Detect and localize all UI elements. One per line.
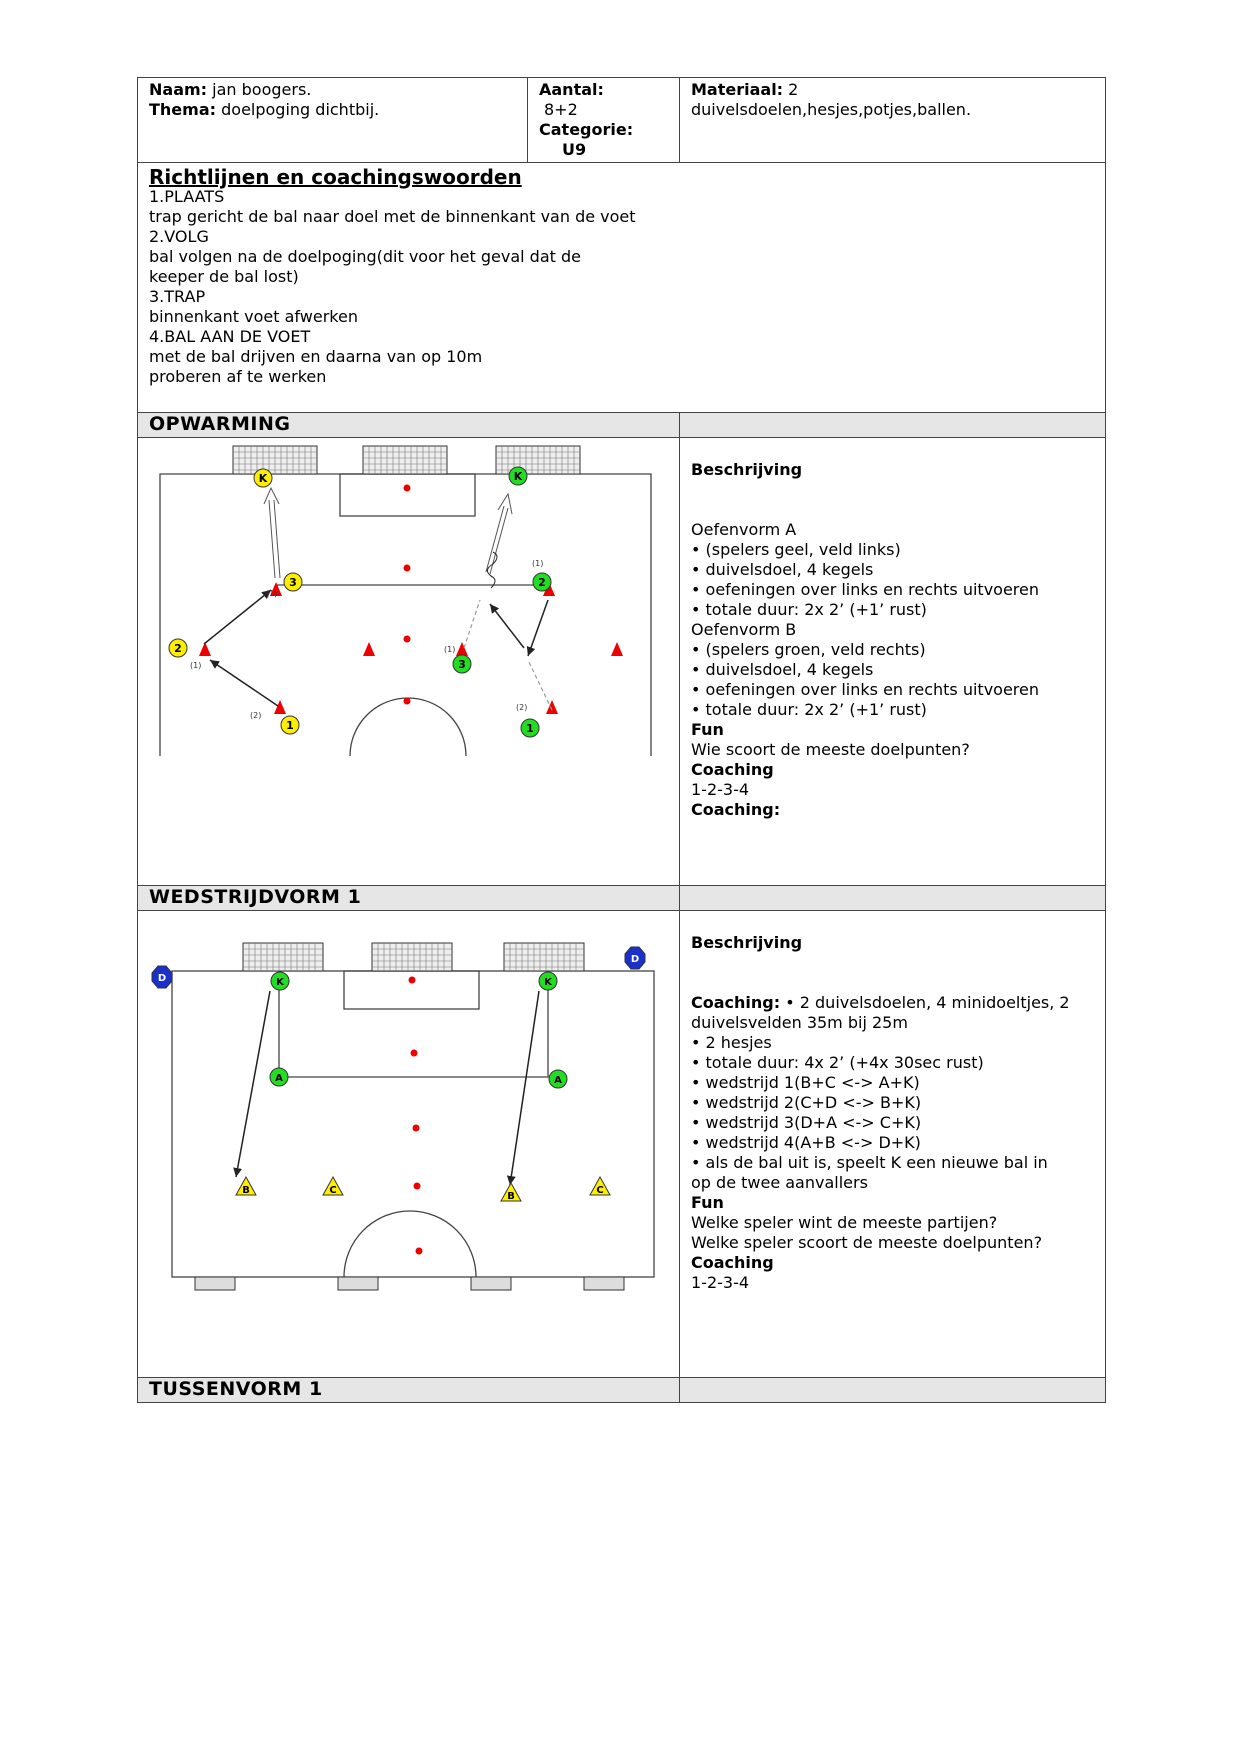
svg-text:3: 3 <box>458 658 466 671</box>
svg-text:(1): (1) <box>190 661 202 670</box>
opwarming-line: • totale duur: 2x 2’ (+1’ rust) <box>691 600 927 619</box>
svg-text:(1): (1) <box>266 589 278 598</box>
wedstrijdvorm-line: • wedstrijd 2(C+D <-> B+K) <box>691 1093 922 1112</box>
svg-text:C: C <box>596 1185 604 1196</box>
run-arrows <box>464 600 552 710</box>
categorie-label: Categorie: <box>539 120 634 139</box>
materiaal-label: Materiaal: <box>691 80 784 99</box>
richtlijn-line: proberen af te werken <box>149 367 327 386</box>
materiaal-cell <box>680 78 1106 163</box>
opwarming-row <box>138 438 1106 886</box>
field-outline <box>172 971 654 1277</box>
svg-text:1: 1 <box>526 722 534 735</box>
wedstrijdvorm-row <box>138 911 1106 1378</box>
naam-value: jan boogers. <box>207 80 312 99</box>
tussenvorm-title: TUSSENVORM 1 <box>149 1378 323 1400</box>
richtlijnen-title: Richtlijnen en coachingswoorden <box>149 165 522 189</box>
wedstrijdvorm-line: • 2 hesjes <box>691 1033 772 1052</box>
aantal-label: Aantal: <box>539 80 604 99</box>
opwarming-line: • duivelsdoel, 4 kegels <box>691 660 874 679</box>
wedstrijdvorm-fun-line: Welke speler wint de meeste partijen? <box>691 1213 998 1232</box>
opwarming-diagram-cell <box>138 438 680 886</box>
opwarming-header-row <box>138 413 1106 438</box>
field-dots <box>404 485 411 705</box>
opwarming-line: • totale duur: 2x 2’ (+1’ rust) <box>691 700 927 719</box>
penalty-box <box>340 474 475 516</box>
step-label <box>190 559 543 720</box>
wedstrijdvorm-coaching-text: 1-2-3-4 <box>691 1273 750 1292</box>
wedstrijdvorm-fun-line: Welke speler scoort de meeste doelpunten? <box>691 1233 1043 1252</box>
svg-text:B: B <box>507 1191 515 1202</box>
svg-text:K: K <box>513 470 523 483</box>
opwarming-beschrijving: Beschrijving <box>691 460 803 479</box>
opwarming-text-cell <box>680 438 1106 886</box>
opwarming-line: • (spelers geel, veld links) <box>691 540 901 559</box>
wedstrijdvorm-fun-label: Fun <box>691 1193 724 1212</box>
wedstrijdvorm-header-row <box>138 886 1106 911</box>
richtlijn-line: 1.PLAATS <box>149 187 225 206</box>
opwarming-coaching-label: Coaching <box>691 760 774 779</box>
svg-text:D: D <box>630 954 640 965</box>
wedstrijdvorm-coaching-label-2: Coaching <box>691 1253 774 1272</box>
wedstrijdvorm-line: • als de bal uit is, speelt K een nieuwe bal in <box>691 1153 1048 1172</box>
player-icon <box>152 947 645 1201</box>
pass-arrows <box>204 590 548 706</box>
naam-label: Naam: <box>149 80 208 99</box>
tussenvorm-header-row <box>138 1378 1106 1403</box>
wedstrijdvorm-coaching-first: • 2 duivelsdoelen, 4 minidoeltjes, 2 <box>780 993 1070 1012</box>
center-circle <box>350 698 466 756</box>
field-dots <box>409 977 423 1255</box>
svg-text:K: K <box>258 472 268 485</box>
opwarming-coaching-label-2: Coaching: <box>691 800 781 819</box>
svg-text:2: 2 <box>174 642 182 655</box>
opwarming-line: • duivelsdoel, 4 kegels <box>691 560 874 579</box>
tussenvorm-empty-cell <box>680 1378 1106 1403</box>
tussenvorm-title-cell <box>138 1378 680 1403</box>
aantal-cell <box>528 78 680 163</box>
svg-text:A: A <box>275 1073 283 1084</box>
wedstrijdvorm-line: • wedstrijd 4(A+B <-> D+K) <box>691 1133 921 1152</box>
naam-thema-cell <box>138 78 528 163</box>
opwarming-line: Oefenvorm B <box>691 620 797 639</box>
svg-text:K: K <box>276 977 284 988</box>
richtlijnen-cell <box>138 163 1106 413</box>
opwarming-fun-text: Wie scoort de meeste doelpunten? <box>691 740 970 759</box>
svg-text:B: B <box>242 1185 250 1196</box>
richtlijn-line: keeper de bal lost) <box>149 267 299 286</box>
goal-net <box>195 943 624 1290</box>
wedstrijdvorm-diagram-cell <box>138 911 680 1378</box>
thema-value: doelpoging dichtbij. <box>216 100 380 119</box>
svg-text:(1): (1) <box>444 645 456 654</box>
wedstrijdvorm-title-cell <box>138 886 680 911</box>
opwarming-fun-label: Fun <box>691 720 724 739</box>
wedstrijdvorm-empty-cell <box>680 886 1106 911</box>
richtlijn-line: trap gericht de bal naar doel met de binnenkant van de voet <box>149 207 636 226</box>
opwarming-empty-cell <box>680 413 1106 438</box>
opwarming-line: • oefeningen over links en rechts uitvoeren <box>691 580 1040 599</box>
svg-text:K: K <box>544 977 552 988</box>
svg-text:A: A <box>554 1075 562 1086</box>
categorie-value: U9 <box>562 140 587 159</box>
opwarming-title-cell <box>138 413 680 438</box>
svg-text:(2): (2) <box>516 703 528 712</box>
wedstrijdvorm-diagram <box>138 911 678 1311</box>
center-circle <box>344 1211 476 1277</box>
header-row <box>138 78 1106 163</box>
player-icon <box>169 467 551 737</box>
goal-net <box>233 446 580 474</box>
opwarming-coaching-text: 1-2-3-4 <box>691 780 750 799</box>
richtlijn-line: 3.TRAP <box>149 287 206 306</box>
richtlijn-line: binnenkant voet afwerken <box>149 307 358 326</box>
opwarming-line: Oefenvorm A <box>691 520 797 539</box>
wedstrijdvorm-line: op de twee aanvallers <box>691 1173 868 1192</box>
aantal-value: 8+2 <box>544 100 578 119</box>
inner-field <box>279 971 548 1077</box>
svg-text:C: C <box>329 1185 337 1196</box>
materiaal-value-2: duivelsdoelen,hesjes,potjes,ballen. <box>691 100 972 119</box>
richtlijn-line: 4.BAL AAN DE VOET <box>149 327 311 346</box>
wedstrijdvorm-title: WEDSTRIJDVORM 1 <box>149 886 362 908</box>
opwarming-title: OPWARMING <box>149 413 291 435</box>
wedstrijdvorm-line: • wedstrijd 3(D+A <-> C+K) <box>691 1113 922 1132</box>
cone-icon <box>199 582 623 714</box>
lesson-sheet <box>137 77 1106 1403</box>
player-label <box>174 470 546 735</box>
richtlijn-line: 2.VOLG <box>149 227 209 246</box>
wedstrijdvorm-line: duivelsvelden 35m bij 25m <box>691 1013 908 1032</box>
wedstrijdvorm-beschrijving: Beschrijving <box>691 933 803 952</box>
svg-text:(2): (2) <box>250 711 262 720</box>
pass-arrows <box>236 991 539 1185</box>
richtlijnen-row <box>138 163 1106 413</box>
svg-text:1: 1 <box>286 719 294 732</box>
materiaal-value: 2 <box>783 80 799 99</box>
opwarming-diagram <box>138 438 678 768</box>
wedstrijdvorm-line: • totale duur: 4x 2’ (+4x 30sec rust) <box>691 1053 984 1072</box>
svg-text:3: 3 <box>289 576 297 589</box>
richtlijn-line: bal volgen na de doelpoging(dit voor het geval dat de <box>149 247 581 266</box>
svg-text:2: 2 <box>538 576 546 589</box>
svg-text:(1): (1) <box>532 559 544 568</box>
wedstrijdvorm-text-cell <box>680 911 1106 1378</box>
richtlijn-line: met de bal drijven en daarna van op 10m <box>149 347 483 366</box>
wedstrijdvorm-line: • wedstrijd 1(B+C <-> A+K) <box>691 1073 920 1092</box>
wedstrijdvorm-coaching-label: Coaching: <box>691 993 781 1012</box>
opwarming-line: • (spelers groen, veld rechts) <box>691 640 926 659</box>
thema-label: Thema: <box>149 100 217 119</box>
svg-text:D: D <box>157 973 167 984</box>
opwarming-line: • oefeningen over links en rechts uitvoeren <box>691 680 1040 699</box>
